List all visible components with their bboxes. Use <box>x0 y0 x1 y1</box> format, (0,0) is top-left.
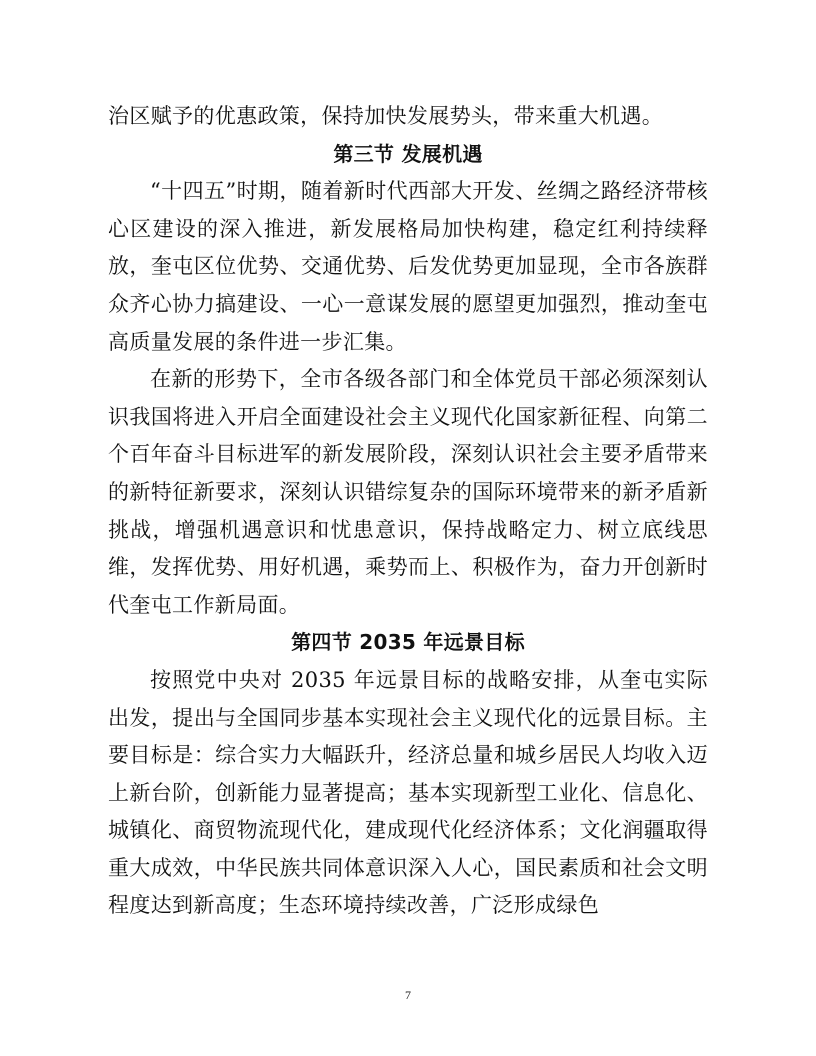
document-body <box>108 98 708 925</box>
paragraph-2035-goals: 按照党中央对 2035 年远景目标的战略安排，从奎屯实际出发，提出与全国同步基本实现社会主义现代化的远景目标。主要目标是：综合实力大幅跃升，经济总量和城乡居民人均收入迈上新台阶，创新能力显著提高；基本实现新型工业化、信息化、城镇化、商贸物流现代化，建成现代化经济体系；文化润疆取得重大成效，中华民族共同体意识深入人心，国民素质和社会文明程度达到新高度；生态环境持续改善，广泛形成绿色 <box>108 667 708 918</box>
paragraph-new-situation: 在新的形势下，全市各级各部门和全体党员干部必须深刻认识我国将进入开启全面建设社会主义现代化国家新征程、向第二个百年奋斗目标进军的新发展阶段，深刻认识社会主要矛盾带来的新特征新要求，深刻认识错综复杂的国际环境带来的新矛盾新挑战，增强机遇意识和忧患意识，保持战略定力、树立底线思维，发挥优势、用好机遇，乘势而上、积极作为，奋力开创新时代奎屯工作新局面。 <box>108 367 708 617</box>
page-number: 7 <box>405 988 411 1002</box>
section-heading-development-opportunities: 第三节 发展机遇 <box>333 141 483 166</box>
section-heading-2035-goals: 第四节 2035 年远景目标 <box>291 630 525 655</box>
paragraph-opportunities: “十四五”时期，随着新时代西部大开发、丝绸之路经济带核心区建设的深入推进，新发展格局加快构建，稳定红利持续释放，奎屯区位优势、交通优势、后发优势更加显现，全市各族群众齐心协力搞建设、一心一意谋发展的愿望更加强烈，推动奎屯高质量发展的条件进一步汇集。 <box>108 179 708 354</box>
paragraph-continuation: 治区赋予的优惠政策，保持加快发展势头，带来重大机遇。 <box>108 104 664 128</box>
